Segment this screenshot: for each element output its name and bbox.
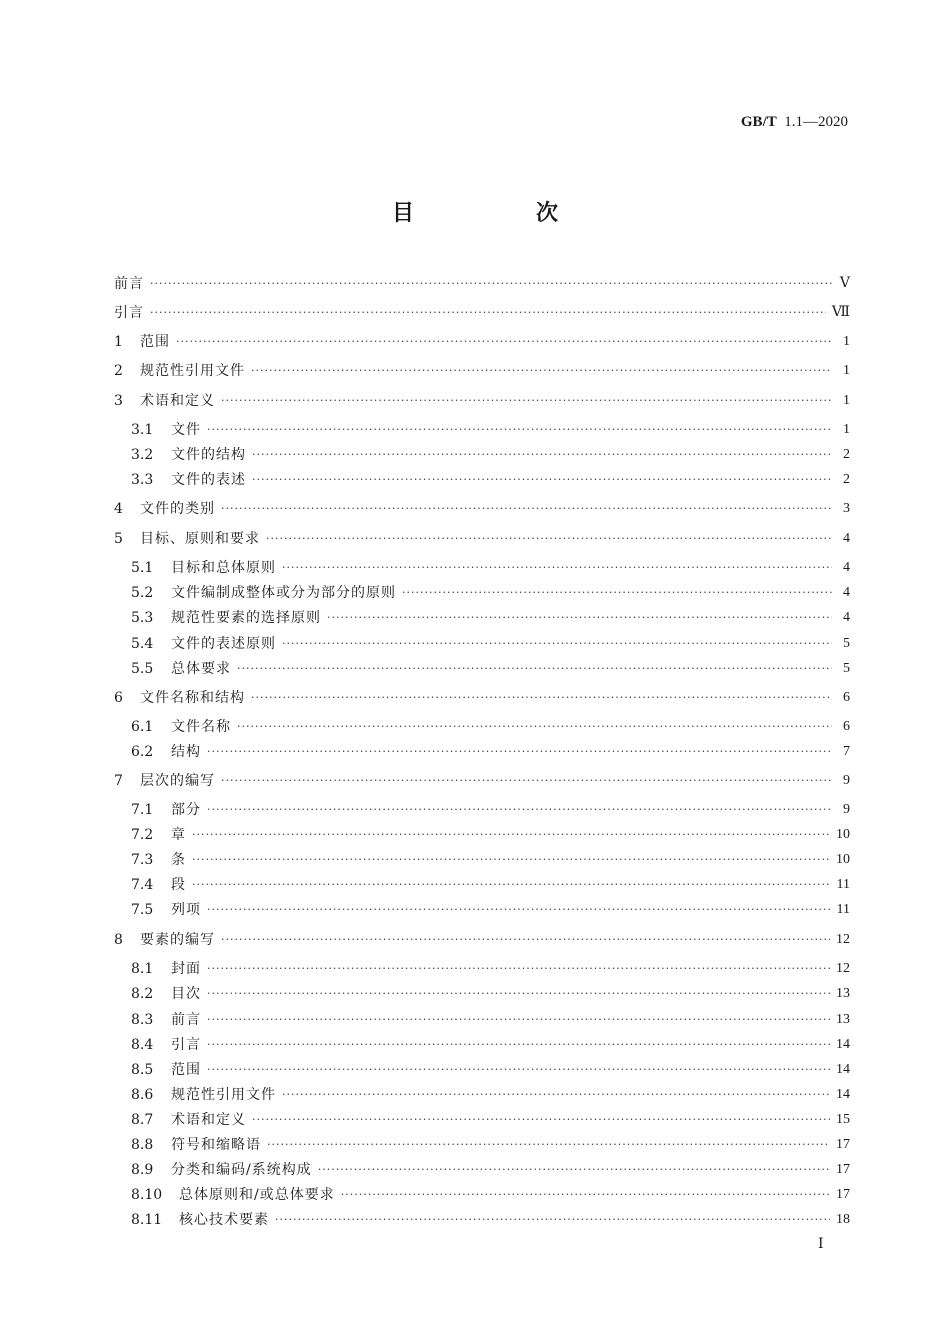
toc-entry-page: 13 bbox=[836, 986, 850, 1001]
toc-entry-8-8[interactable] bbox=[131, 1135, 850, 1155]
toc-entry-number: 1 bbox=[114, 334, 123, 350]
toc-entry-page: 14 bbox=[836, 1062, 850, 1077]
toc-leader-dots bbox=[282, 558, 832, 578]
toc-entry-page: 14 bbox=[836, 1087, 850, 1102]
toc-entry-page: 10 bbox=[836, 852, 850, 867]
standard-prefix: GB/T bbox=[740, 114, 777, 130]
page-number: Ⅰ bbox=[818, 1237, 824, 1252]
toc-entry-number: 2 bbox=[114, 363, 123, 379]
toc-entry-label: 文件 bbox=[171, 422, 201, 438]
toc-entry-page: 1 bbox=[843, 363, 850, 378]
standard-number: 1.1—2020 bbox=[784, 114, 848, 130]
toc-entry-7-4[interactable] bbox=[131, 875, 850, 895]
toc-leader-dots bbox=[207, 420, 832, 440]
toc-leader-dots bbox=[402, 583, 832, 603]
toc-entry-label: 引言 bbox=[114, 305, 144, 321]
toc-entry-number: 3.2 bbox=[131, 447, 154, 463]
toc-entry-6-1[interactable] bbox=[131, 717, 850, 737]
toc-entry-7[interactable] bbox=[114, 771, 850, 791]
toc-entry-number: 8.9 bbox=[131, 1162, 154, 1178]
toc-leader-dots bbox=[251, 361, 832, 381]
toc-entry-foreword[interactable] bbox=[114, 274, 850, 294]
toc-entry-7-2[interactable] bbox=[131, 825, 850, 845]
toc-leader-dots bbox=[207, 984, 830, 1004]
toc-leader-dots bbox=[207, 742, 832, 762]
toc-entry-6-2[interactable] bbox=[131, 742, 850, 762]
toc-entry-number: 5.1 bbox=[131, 560, 154, 576]
toc-entry-number: 7.2 bbox=[131, 827, 154, 843]
toc-entry-label: 总体原则和/或总体要求 bbox=[179, 1187, 335, 1203]
toc-leader-dots bbox=[318, 1160, 830, 1180]
toc-leader-dots bbox=[252, 470, 832, 490]
toc-entry-5-3[interactable] bbox=[131, 608, 850, 628]
toc-entry-page: 9 bbox=[843, 802, 850, 817]
toc-entry-1[interactable] bbox=[114, 332, 850, 352]
toc-entry-number: 3.3 bbox=[131, 472, 154, 488]
toc-entry-number: 5.4 bbox=[131, 636, 154, 652]
toc-leader-dots bbox=[207, 1060, 830, 1080]
toc-entry-label: 术语和定义 bbox=[140, 393, 215, 409]
toc-leader-dots bbox=[221, 391, 832, 411]
toc-entry-label: 规范性要素的选择原则 bbox=[171, 610, 321, 626]
toc-entry-number: 6 bbox=[114, 690, 123, 706]
toc-entry-label: 文件编制成整体或分为部分的原则 bbox=[171, 585, 396, 601]
toc-entry-4[interactable] bbox=[114, 499, 850, 519]
toc-entry-5[interactable] bbox=[114, 529, 850, 549]
toc-entry-number: 7.1 bbox=[131, 802, 154, 818]
toc-leader-dots bbox=[252, 445, 832, 465]
toc-entry-page: 5 bbox=[843, 661, 850, 676]
toc-entry-number: 8.1 bbox=[131, 961, 154, 977]
toc-entry-label: 文件的表述 bbox=[171, 472, 246, 488]
toc-entry-page: 18 bbox=[836, 1212, 850, 1227]
toc-leader-dots bbox=[207, 800, 832, 820]
toc-entry-5-2[interactable] bbox=[131, 583, 850, 603]
toc-entry-label: 段 bbox=[171, 877, 186, 893]
toc-leader-dots bbox=[150, 303, 826, 323]
toc-entry-label: 范围 bbox=[171, 1062, 201, 1078]
toc-entry-number: 3 bbox=[114, 393, 123, 409]
toc-entry-number: 5.5 bbox=[131, 661, 154, 677]
toc-entry-number: 5.3 bbox=[131, 610, 154, 626]
toc-entry-7-5[interactable] bbox=[131, 900, 850, 920]
toc-leader-dots bbox=[282, 634, 832, 654]
toc-entry-number: 8.5 bbox=[131, 1062, 154, 1078]
toc-leader-dots bbox=[207, 959, 830, 979]
toc-entry-page: Ⅴ bbox=[839, 276, 850, 291]
toc-entry-label: 规范性引用文件 bbox=[171, 1087, 276, 1103]
toc-entry-page: 11 bbox=[836, 902, 850, 917]
toc-entry-8-9[interactable] bbox=[131, 1160, 850, 1180]
toc-leader-dots bbox=[207, 900, 831, 920]
toc-entry-page: 17 bbox=[836, 1137, 850, 1152]
toc-leader-dots bbox=[266, 529, 832, 549]
toc-entry-page: 4 bbox=[843, 585, 850, 600]
toc-entry-3-2[interactable] bbox=[131, 445, 850, 465]
toc-entry-7-3[interactable] bbox=[131, 850, 850, 870]
toc-entry-number: 7.4 bbox=[131, 877, 154, 893]
toc-entry-number: 5 bbox=[114, 531, 123, 547]
toc-entry-label: 结构 bbox=[171, 744, 201, 760]
toc-entry-label: 引言 bbox=[171, 1037, 201, 1053]
toc-entry-label: 范围 bbox=[140, 334, 170, 350]
toc-entry-label: 目次 bbox=[171, 986, 201, 1002]
toc-entry-page: 7 bbox=[843, 744, 850, 759]
toc-entry-3-1[interactable] bbox=[131, 420, 850, 440]
toc-entry-label: 文件的类别 bbox=[140, 501, 215, 517]
toc-entry-page: 9 bbox=[843, 773, 850, 788]
toc-entry-page: 1 bbox=[843, 422, 850, 437]
toc-title: 目 次 bbox=[391, 201, 608, 226]
toc-leader-dots bbox=[221, 499, 832, 519]
toc-entry-8-11[interactable] bbox=[131, 1210, 850, 1230]
toc-entry-page: 12 bbox=[836, 932, 850, 947]
toc-entry-page: 1 bbox=[843, 393, 850, 408]
toc-entry-8-2[interactable] bbox=[131, 984, 850, 1004]
toc-entry-page: 1 bbox=[843, 334, 850, 349]
toc-entry-page: 13 bbox=[836, 1012, 850, 1027]
toc-entry-number: 8.3 bbox=[131, 1012, 154, 1028]
toc-entry-8-5[interactable] bbox=[131, 1060, 850, 1080]
toc-leader-dots bbox=[252, 1110, 830, 1130]
toc-entry-2[interactable] bbox=[114, 361, 850, 381]
toc-entry-page: 6 bbox=[843, 690, 850, 705]
toc-entry-page: 12 bbox=[836, 961, 850, 976]
toc-entry-label: 部分 bbox=[171, 802, 201, 818]
toc-entry-number: 5.2 bbox=[131, 585, 154, 601]
toc-entry-page: 15 bbox=[836, 1112, 850, 1127]
toc-leader-dots bbox=[192, 825, 830, 845]
toc-entry-page: 2 bbox=[843, 472, 850, 487]
toc-leader-dots bbox=[327, 608, 832, 628]
toc-entry-5-1[interactable] bbox=[131, 558, 850, 578]
toc-entry-label: 规范性引用文件 bbox=[140, 363, 245, 379]
toc-entry-label: 文件名称 bbox=[171, 719, 231, 735]
toc-entry-introduction[interactable] bbox=[114, 303, 850, 323]
toc-entry-8-10[interactable] bbox=[131, 1185, 850, 1205]
toc-entry-page: 10 bbox=[836, 827, 850, 842]
toc-entry-5-4[interactable] bbox=[131, 634, 850, 654]
toc-entry-3[interactable] bbox=[114, 391, 850, 411]
toc-entry-page: 17 bbox=[836, 1187, 850, 1202]
toc-entry-page: 4 bbox=[843, 531, 850, 546]
toc-entry-page: 5 bbox=[843, 636, 850, 651]
toc-entry-label: 符号和缩略语 bbox=[171, 1137, 261, 1153]
toc-entry-number: 4 bbox=[114, 501, 123, 517]
toc-entry-number: 7.5 bbox=[131, 902, 154, 918]
toc-entry-8-3[interactable] bbox=[131, 1010, 850, 1030]
toc-entry-page: 14 bbox=[836, 1037, 850, 1052]
toc-entry-8-1[interactable] bbox=[131, 959, 850, 979]
toc-leader-dots bbox=[221, 930, 830, 950]
toc-entry-label: 章 bbox=[171, 827, 186, 843]
toc-entry-label: 前言 bbox=[171, 1012, 201, 1028]
toc-leader-dots bbox=[192, 875, 831, 895]
toc-entry-label: 层次的编写 bbox=[140, 773, 215, 789]
toc-entry-page: 2 bbox=[843, 447, 850, 462]
toc-leader-dots bbox=[150, 274, 832, 294]
toc-entry-number: 6.1 bbox=[131, 719, 154, 735]
toc-entry-number: 8.6 bbox=[131, 1087, 154, 1103]
toc-leader-dots bbox=[275, 1210, 830, 1230]
toc-entry-label: 核心技术要素 bbox=[179, 1212, 269, 1228]
toc-entry-8[interactable] bbox=[114, 930, 850, 950]
toc-leader-dots bbox=[237, 717, 832, 737]
toc-entry-number: 8.8 bbox=[131, 1137, 154, 1153]
toc-entry-8-4[interactable] bbox=[131, 1035, 850, 1055]
toc-entry-label: 目标和总体原则 bbox=[171, 560, 276, 576]
toc-entry-number: 8.10 bbox=[131, 1187, 163, 1203]
toc-entry-label: 术语和定义 bbox=[171, 1112, 246, 1128]
toc-entry-page: 4 bbox=[843, 560, 850, 575]
toc-entry-label: 分类和编码/系统构成 bbox=[171, 1162, 312, 1178]
toc-entry-7-1[interactable] bbox=[131, 800, 850, 820]
toc-leader-dots bbox=[341, 1185, 830, 1205]
toc-leader-dots bbox=[192, 850, 830, 870]
toc-entry-number: 8.11 bbox=[131, 1212, 163, 1228]
toc-entry-3-3[interactable] bbox=[131, 470, 850, 490]
toc-entry-label: 文件的表述原则 bbox=[171, 636, 276, 652]
toc-entry-label: 前言 bbox=[114, 276, 144, 292]
toc-entry-number: 6.2 bbox=[131, 744, 154, 760]
toc-entry-label: 条 bbox=[171, 852, 186, 868]
toc-entry-number: 8 bbox=[114, 932, 123, 948]
toc-leader-dots bbox=[267, 1135, 830, 1155]
toc-entry-page: 11 bbox=[836, 877, 850, 892]
toc-entry-page: 4 bbox=[843, 610, 850, 625]
toc-entry-label: 封面 bbox=[171, 961, 201, 977]
toc-entry-number: 8.2 bbox=[131, 986, 154, 1002]
toc-entry-number: 8.7 bbox=[131, 1112, 154, 1128]
toc-leader-dots bbox=[251, 688, 832, 708]
toc-entry-8-7[interactable] bbox=[131, 1110, 850, 1130]
toc-entry-5-5[interactable] bbox=[131, 659, 850, 679]
toc-entry-page: 6 bbox=[843, 719, 850, 734]
toc-entry-page: 3 bbox=[843, 501, 850, 516]
toc-entry-page: Ⅶ bbox=[831, 305, 850, 320]
toc-leader-dots bbox=[221, 771, 832, 791]
toc-leader-dots bbox=[207, 1035, 830, 1055]
toc-entry-label: 文件名称和结构 bbox=[140, 690, 245, 706]
toc-entry-label: 要素的编写 bbox=[140, 932, 215, 948]
toc-entry-label: 目标、原则和要求 bbox=[140, 531, 260, 547]
toc-entry-label: 文件的结构 bbox=[171, 447, 246, 463]
toc-entry-page: 17 bbox=[836, 1162, 850, 1177]
toc-entry-6[interactable] bbox=[114, 688, 850, 708]
toc-entry-number: 7.3 bbox=[131, 852, 154, 868]
toc-entry-number: 8.4 bbox=[131, 1037, 154, 1053]
toc-leader-dots bbox=[176, 332, 832, 352]
toc-leader-dots bbox=[237, 659, 832, 679]
toc-entry-label: 总体要求 bbox=[171, 661, 231, 677]
toc-entry-label: 列项 bbox=[171, 902, 201, 918]
toc-entry-number: 7 bbox=[114, 773, 123, 789]
toc-entry-number: 3.1 bbox=[131, 422, 154, 438]
toc-entry-8-6[interactable] bbox=[131, 1085, 850, 1105]
toc-leader-dots bbox=[282, 1085, 830, 1105]
toc-leader-dots bbox=[207, 1010, 830, 1030]
